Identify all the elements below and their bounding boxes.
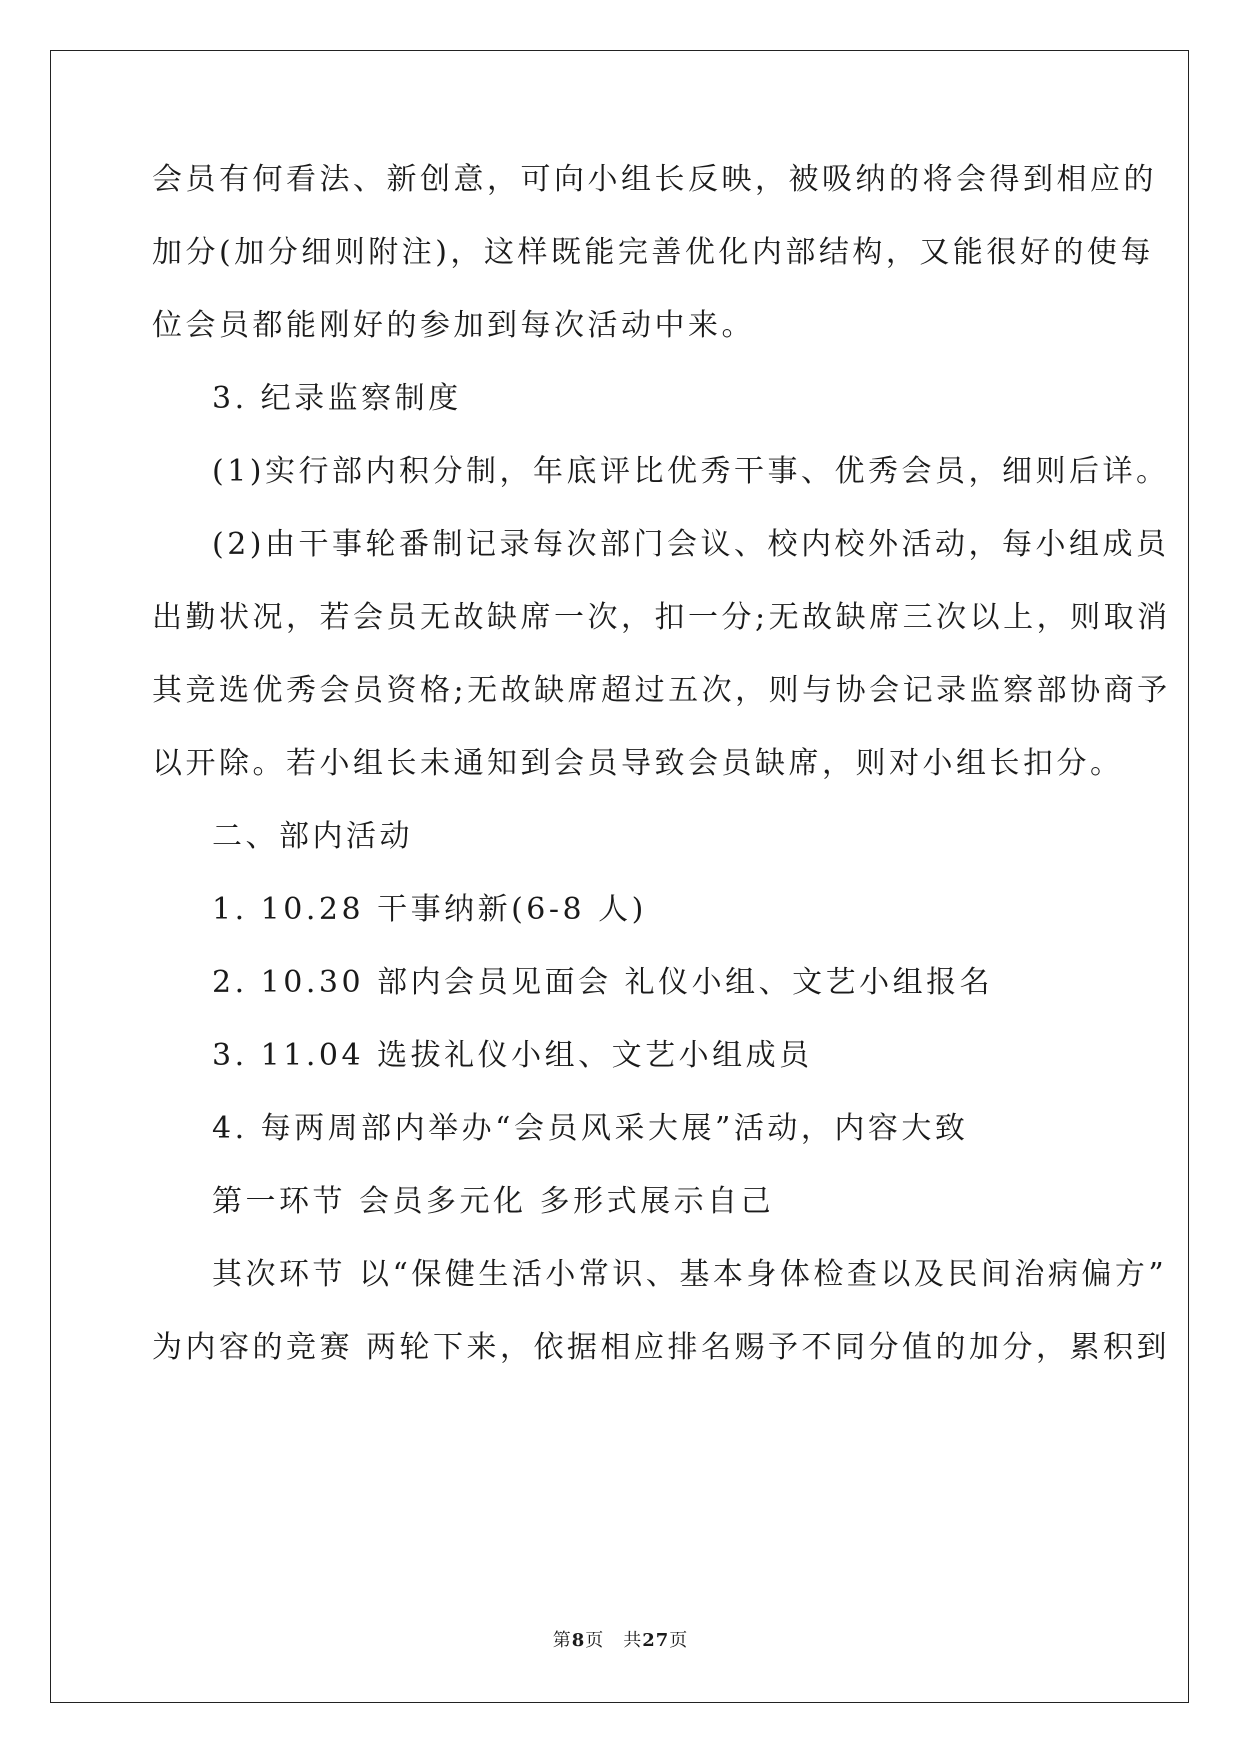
text-line: 出勤状况，若会员无故缺席一次，扣一分;无故缺席三次以上，则取消	[152, 600, 1171, 635]
footer-total-pages: 27	[642, 1630, 670, 1651]
list-item: 3. 11.04 选拔礼仪小组、文艺小组成员	[212, 1038, 813, 1073]
text-line: 第一环节 会员多元化 多形式展示自己	[212, 1184, 775, 1219]
text-line: 为内容的竞赛 两轮下来，依据相应排名赐予不同分值的加分，累积到	[152, 1330, 1171, 1365]
section-heading: 二、部内活动	[212, 819, 413, 854]
list-item: 2. 10.30 部内会员见面会 礼仪小组、文艺小组报名	[212, 965, 994, 1000]
text-line: 会员有何看法、新创意，可向小组长反映，被吸纳的将会得到相应的	[152, 162, 1157, 197]
text-line: (2)由干事轮番制记录每次部门会议、校内校外活动，每小组成员	[212, 527, 1170, 562]
footer-suffix: 页	[669, 1630, 689, 1651]
list-item: 1. 10.28 干事纳新(6-8 人)	[212, 892, 647, 927]
footer-prefix: 第	[552, 1630, 572, 1651]
page-border	[50, 50, 1189, 1703]
page-footer	[0, 1626, 1241, 1652]
text-line: 以开除。若小组长未通知到会员导致会员缺席，则对小组长扣分。	[152, 746, 1124, 781]
footer-middle: 页 共	[585, 1630, 643, 1651]
text-line: 加分(加分细则附注)，这样既能完善优化内部结构，又能很好的使每	[152, 235, 1154, 270]
text-line: 位会员都能刚好的参加到每次活动中来。	[152, 308, 755, 343]
text-line: 其竞选优秀会员资格;无故缺席超过五次，则与协会记录监察部协商予	[152, 673, 1171, 708]
section-heading: 3. 纪录监察制度	[212, 381, 462, 416]
footer-page-number: 8	[571, 1630, 586, 1651]
text-line: 其次环节 以“保健生活小常识、基本身体检查以及民间治病偏方”	[212, 1257, 1168, 1292]
list-item: 4. 每两周部内举办“会员风采大展”活动，内容大致	[212, 1111, 969, 1146]
text-line: (1)实行部内积分制，年底评比优秀干事、优秀会员，细则后详。	[212, 454, 1170, 489]
